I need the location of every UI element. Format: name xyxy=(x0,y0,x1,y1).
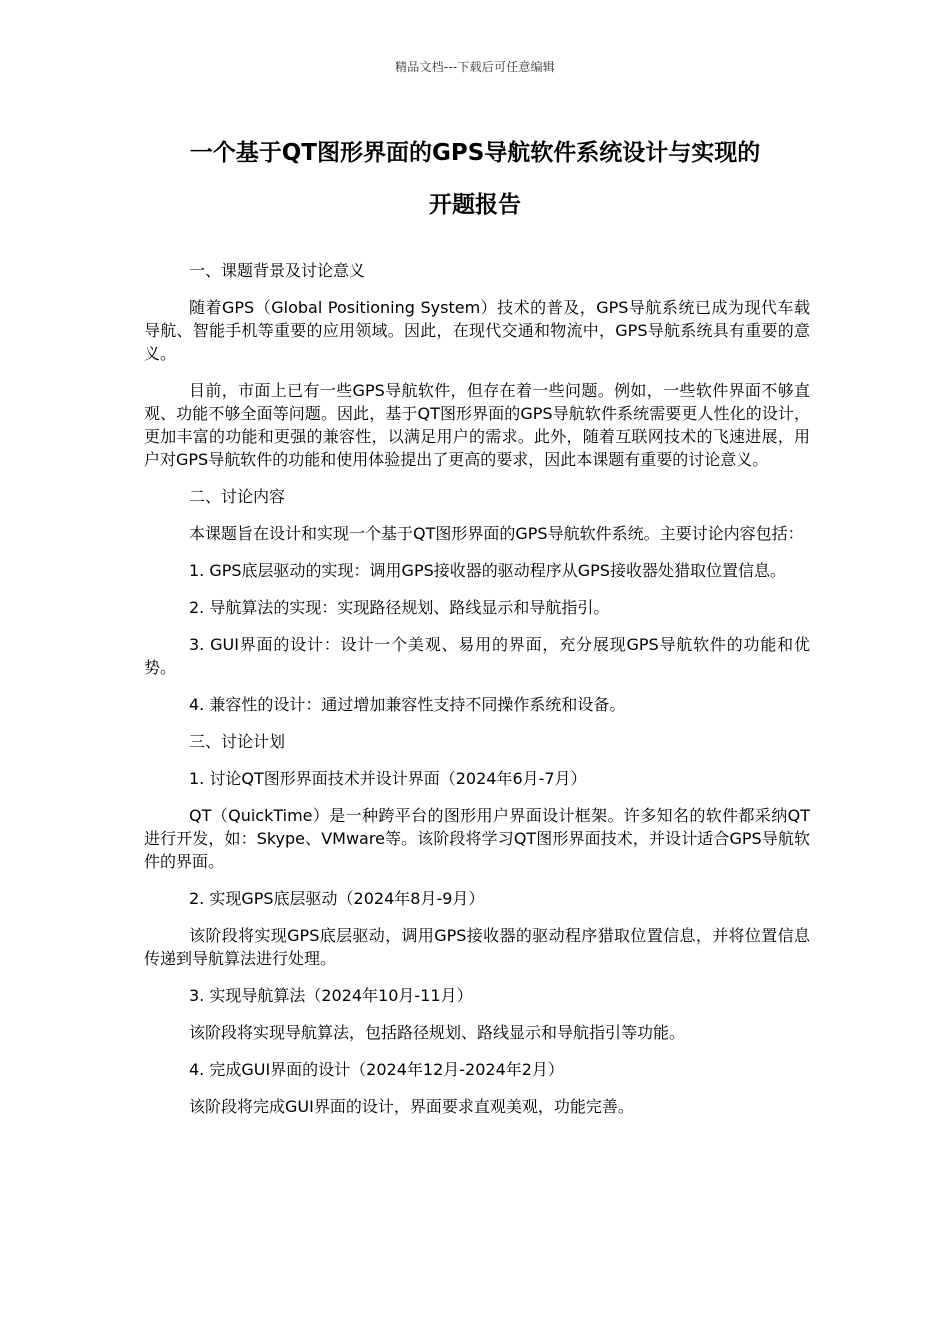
list-item: 3. GUI界面的设计：设计一个美观、易用的界面，充分展现GPS导航软件的功能和优势。 xyxy=(144,635,810,677)
document-title-line2: 开题报告 xyxy=(429,192,521,218)
list-item: 2. 导航算法的实现：实现路径规划、路线显示和导航指引。 xyxy=(189,598,610,617)
section-heading-background: 一、课题背景及讨论意义 xyxy=(189,261,366,280)
document-title-line1: 一个基于QT图形界面的GPS导航软件系统设计与实现的 xyxy=(189,140,761,166)
plan-step-heading: 1. 讨论QT图形界面技术并设计界面（2024年6月-7月） xyxy=(189,769,587,788)
plan-step-heading: 4. 完成GUI界面的设计（2024年12月-2024年2月） xyxy=(189,1060,564,1079)
section-heading-content: 二、讨论内容 xyxy=(189,487,286,506)
paragraph: 目前，市面上已有一些GPS导航软件，但存在着一些问题。例如，一些软件界面不够直观、功能不够全面等问题。因此，基于QT图形界面的GPS导航软件系统需要更人性化的设计，更加丰富的功能和更强的兼容性，以满足用户的需求。此外，随着互联网技术的飞速进展，用户对GPS导航软件的功能和使用体验提出了更高的要求，因此本课题有重要的讨论意义。 xyxy=(144,381,810,469)
paragraph: 随着GPS（Global Positioning System）技术的普及，GPS导航系统已成为现代车载导航、智能手机等重要的应用领域。因此，在现代交通和物流中，GPS导航系统具有重要的意义。 xyxy=(144,298,810,363)
paragraph: 该阶段将完成GUI界面的设计，界面要求直观美观，功能完善。 xyxy=(189,1097,634,1116)
header-note: 精品文档---下载后可任意编辑 xyxy=(395,60,555,74)
paragraph: 该阶段将实现GPS底层驱动，调用GPS接收器的驱动程序猎取位置信息，并将位置信息传递到导航算法进行处理。 xyxy=(144,926,810,968)
list-item: 4. 兼容性的设计：通过增加兼容性支持不同操作系统和设备。 xyxy=(189,695,626,714)
section-heading-plan: 三、讨论计划 xyxy=(189,732,286,751)
paragraph: 该阶段将实现导航算法，包括路径规划、路线显示和导航指引等功能。 xyxy=(189,1023,686,1042)
plan-step-heading: 3. 实现导航算法（2024年10月-11月） xyxy=(189,986,473,1005)
plan-step-heading: 2. 实现GPS底层驱动（2024年8月-9月） xyxy=(189,889,485,908)
list-item: 1. GPS底层驱动的实现：调用GPS接收器的驱动程序从GPS接收器处猎取位置信息。 xyxy=(189,561,786,580)
paragraph: 本课题旨在设计和实现一个基于QT图形界面的GPS导航软件系统。主要讨论内容包括： xyxy=(189,524,804,543)
paragraph: QT（QuickTime）是一种跨平台的图形用户界面设计框架。许多知名的软件都采纳QT进行开发，如：Skype、VMware等。该阶段将学习QT图形界面技术，并设计适合GPS导航软件的界面。 xyxy=(144,806,810,871)
document-body xyxy=(144,259,810,1132)
